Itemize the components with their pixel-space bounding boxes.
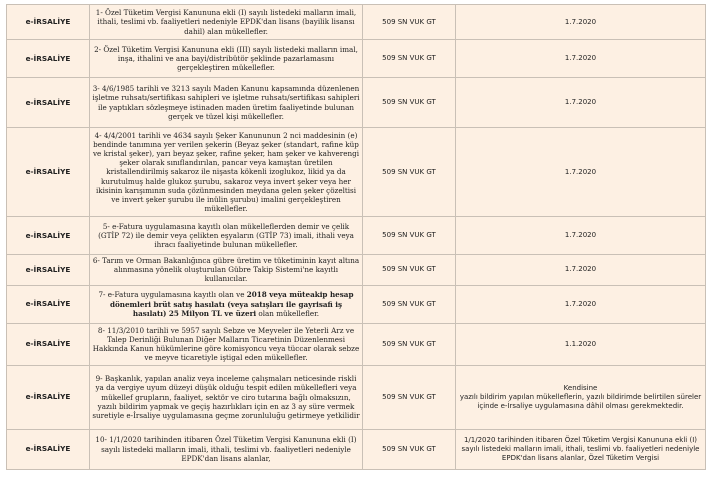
type-cell: e-İRSALİYE [7, 5, 90, 40]
description-cell: 3- 4/6/1985 tarihli ve 3213 sayılı Maden Kanunu kapsamında düzenlenen işletme ruhsatı/sertifikası sahipleri ve işletme ruhsatı/sertifikası sahipleri ile yaptıkları sözleşmeye istinaden maden üretim faaliyetinde bulunan gerçek ve tüzel kişi mükellefler. [90, 78, 363, 128]
table-row [7, 429, 706, 469]
description-cell: 4- 4/4/2001 tarihli ve 4634 sayılı Şeker Kanununun 2 nci maddesinin (e) bendinde tanımına yer verilen şekerin (Beyaz şeker (standart, rafine küp ve kristal şeker), yarı beyaz şeker, rafine şeker, ham şeker ve kahverengi şeker olarak sınıflandırılan, pancar veya kamıştan üretilen kristallendirilmiş sakaroz ile nişasta kökenli izoglukoz, likid ya da kurutulmuş halde glukoz şurubu, sakaroz veya invert şeker veya her ikisinin karışımının suda çözünmesinden meydana gelen şeker çözeltisi ve invert şeker şurubu ile inülin şurubu) imalini gerçekleştiren mükellefler. [90, 128, 363, 217]
type-cell: e-İRSALİYE [7, 128, 90, 217]
date-cell: 1/1/2020 tarihinden itibaren Özel Tüketim Vergisi Kanununa ekli (I) sayılı listedeki malların imali, ithali, teslimi vb. faaliyetleri nedeniyle EPDK'dan lisans alanlar, Özel Tüketim Vergisi [456, 429, 706, 469]
table-row [7, 285, 706, 323]
type-cell: e-İRSALİYE [7, 285, 90, 323]
e-irsaliye-table [6, 4, 706, 470]
date-cell: 1.7.2020 [456, 128, 706, 217]
table-row [7, 5, 706, 40]
description-cell: 5- e-Fatura uygulamasına kayıtlı olan mükelleflerden demir ve çelik (GTİP 72) ile demir veya çelikten eşyaların (GTİP 73) imali, ithali veya ihracı faaliyetinde bulunan mükellefler. [90, 217, 363, 255]
date-cell: 1.7.2020 [456, 78, 706, 128]
law-cell: 509 SN VUK GT [363, 5, 456, 40]
law-cell: 509 SN VUK GT [363, 217, 456, 255]
date-cell [456, 365, 706, 429]
date-cell: 1.7.2020 [456, 217, 706, 255]
description-cell: 2- Özel Tüketim Vergisi Kanununa ekli (III) sayılı listedeki malların imal, inşa, ithalini ve ana bayi/distribütör şeklinde pazarlamasını gerçekleştiren mükellefler. [90, 40, 363, 78]
law-cell: 509 SN VUK GT [363, 40, 456, 78]
table-row [7, 323, 706, 365]
law-cell: 509 SN VUK GT [363, 323, 456, 365]
date-cell: 1.7.2020 [456, 285, 706, 323]
description-text: olan mükellefler. [256, 308, 320, 318]
law-cell: 509 SN VUK GT [363, 78, 456, 128]
table-row [7, 255, 706, 286]
date-cell: 1.7.2020 [456, 40, 706, 78]
description-cell: 9- Başkanlık, yapılan analiz veya inceleme çalışmaları neticesinde riskli ya da vergiye uyum düzeyi düşük olduğu tespit edilen mükellefleri veya mükellef grupların, faaliyet, sektör ve ciro tutarına bağlı olmaksızın, yazılı bildirim yapmak ve geçiş hazırlıkları için en az 3 ay süre vermek suretiyle e-İrsaliye uygulamasına geçme zorunluluğu getirmeye yetkilidir [90, 365, 363, 429]
table-row [7, 365, 706, 429]
table-row [7, 217, 706, 255]
law-cell: 509 SN VUK GT [363, 255, 456, 286]
law-cell: 509 SN VUK GT [363, 365, 456, 429]
law-cell: 509 SN VUK GT [363, 128, 456, 217]
type-cell: e-İRSALİYE [7, 217, 90, 255]
date-cell: 1.1.2020 [456, 323, 706, 365]
description-bold-text: 2018 veya müteakip hesap dönemleri brüt satış hasılatı (veya satışları ile gayrisafi iş hasılatı) 25 Milyon TL ve üzeri [109, 290, 354, 318]
type-cell: e-İRSALİYE [7, 78, 90, 128]
type-cell: e-İRSALİYE [7, 40, 90, 78]
type-cell: e-İRSALİYE [7, 323, 90, 365]
description-cell [90, 285, 363, 323]
table-row [7, 40, 706, 78]
date-cell: 1.7.2020 [456, 5, 706, 40]
table-row [7, 128, 706, 217]
type-cell: e-İRSALİYE [7, 365, 90, 429]
description-cell: 8- 11/3/2010 tarihli ve 5957 sayılı Sebze ve Meyveler ile Yeterli Arz ve Talep Derinliği Bulunan Diğer Malların Ticaretinin Düzenlenmesi Hakkında Kanun hükümlerine göre komisyoncu veya tüccar olarak sebze ve meyve ticaretiyle iştigal eden mükellefler. [90, 323, 363, 365]
type-cell: e-İRSALİYE [7, 255, 90, 286]
law-cell: 509 SN VUK GT [363, 429, 456, 469]
date-cell: 1.7.2020 [456, 255, 706, 286]
description-text: 7- e-Fatura uygulamasına kayıtlı olan ve [98, 290, 247, 300]
description-cell: 6- Tarım ve Orman Bakanlığınca gübre üretim ve tüketiminin kayıt altına alınmasına yönelik oluşturulan Gübre Takip Sistemi'ne kayıtlı kullanıcılar. [90, 255, 363, 286]
table-row [7, 78, 706, 128]
description-cell: 10- 1/1/2020 tarihinden itibaren Özel Tüketim Vergisi Kanununa ekli (I) sayılı listedeki malların imali, ithali, teslimi vb. faaliyetleri nedeniyle EPDK'dan lisans alanlar, [90, 429, 363, 469]
description-cell: 1- Özel Tüketim Vergisi Kanununa ekli (I) sayılı listedeki malların imali, ithali, teslimi vb. faaliyetleri nedeniyle EPDK'dan lisans (bayilik lisansı dahil) alan mükellefler. [90, 5, 363, 40]
type-cell: e-İRSALİYE [7, 429, 90, 469]
date-note-line: Kendisine [563, 383, 598, 392]
law-cell: 509 SN VUK GT [363, 285, 456, 323]
date-note-line: yazılı bildirim yapılan mükelleflerin, yazılı bildirimde belirtilen süreler içinde e-İrsaliye uygulamasına dâhil olması gerekmektedir. [459, 392, 702, 410]
